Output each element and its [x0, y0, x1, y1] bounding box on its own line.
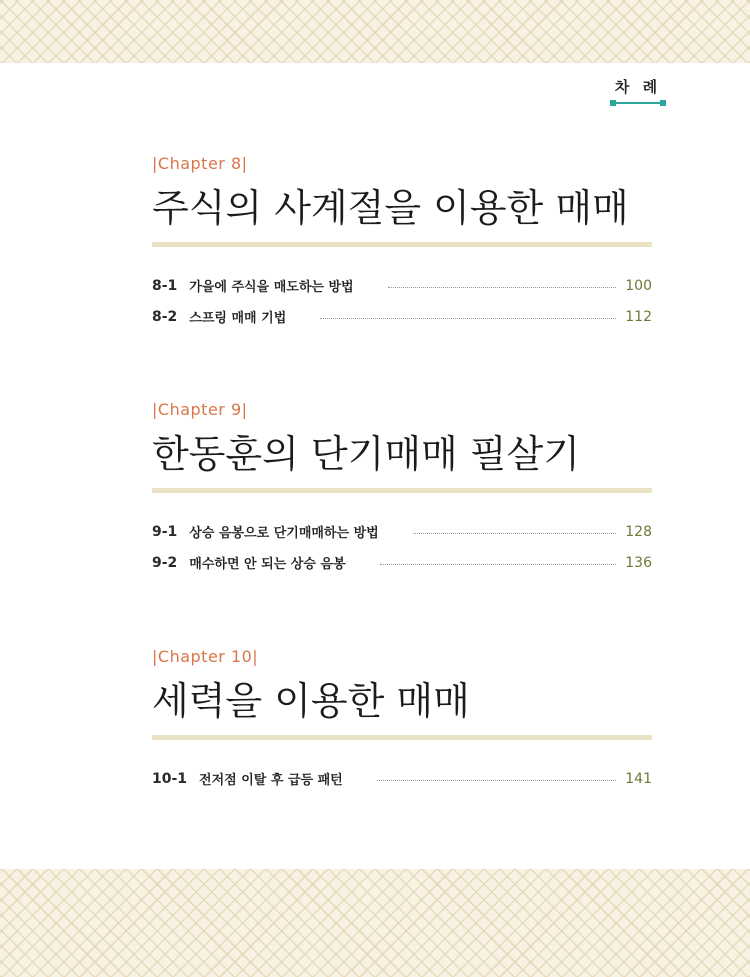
entry-page-number: 141 — [625, 770, 652, 787]
chapter-divider — [152, 735, 652, 740]
entry-page-number: 136 — [625, 554, 652, 571]
entry-page-number: 112 — [625, 308, 652, 325]
chapter-label: |Chapter 8| — [152, 154, 248, 173]
chapter-title: 세력을 이용한 매매 — [152, 679, 470, 723]
dot-leader — [320, 318, 616, 319]
toc-header-badge — [614, 76, 662, 104]
toc-entry-list — [152, 516, 652, 578]
entry-number: 9-2 — [152, 554, 178, 571]
toc-header-dot-left — [610, 100, 616, 106]
toc-header-dot-right — [660, 100, 666, 106]
dot-leader — [380, 564, 617, 565]
dot-leader — [413, 533, 617, 534]
entry-number: 9-1 — [152, 523, 178, 540]
chapter-section-9 — [152, 399, 652, 578]
toc-entry-list — [152, 270, 652, 332]
entry-number: 8-1 — [152, 277, 178, 294]
entry-number: 10-1 — [152, 770, 188, 787]
entry-title: 스프링 매매 기법 — [189, 311, 287, 326]
toc-header-label: 차 례 — [614, 78, 662, 96]
chapter-section-10 — [152, 646, 652, 794]
chapter-section-8 — [152, 153, 652, 332]
entry-title: 가을에 주식을 매도하는 방법 — [189, 280, 354, 295]
toc-entry[interactable] — [152, 270, 652, 301]
dot-leader — [388, 287, 617, 288]
toc-entry[interactable] — [152, 763, 652, 794]
entry-title: 상승 음봉으로 단기매매하는 방법 — [189, 526, 379, 541]
chapter-divider — [152, 488, 652, 493]
entry-page-number: 100 — [625, 277, 652, 294]
entry-number: 8-2 — [152, 308, 178, 325]
toc-entry[interactable] — [152, 301, 652, 332]
entry-page-number: 128 — [625, 523, 652, 540]
chapter-label: |Chapter 9| — [152, 400, 248, 419]
toc-entry[interactable] — [152, 547, 652, 578]
toc-entry-list — [152, 763, 652, 794]
decorative-pattern-band-bottom — [0, 869, 750, 977]
entry-title: 전저점 이탈 후 급등 패턴 — [199, 773, 343, 788]
dot-leader — [377, 780, 617, 781]
chapter-title: 한동훈의 단기매매 필살기 — [152, 432, 580, 476]
toc-entry[interactable] — [152, 516, 652, 547]
chapter-title: 주식의 사계절을 이용한 매매 — [152, 186, 629, 230]
toc-header-underline — [612, 102, 664, 104]
decorative-pattern-band-top — [0, 0, 750, 63]
entry-title: 매수하면 안 되는 상승 음봉 — [189, 557, 346, 572]
chapter-label: |Chapter 10| — [152, 647, 259, 666]
chapter-divider — [152, 242, 652, 247]
